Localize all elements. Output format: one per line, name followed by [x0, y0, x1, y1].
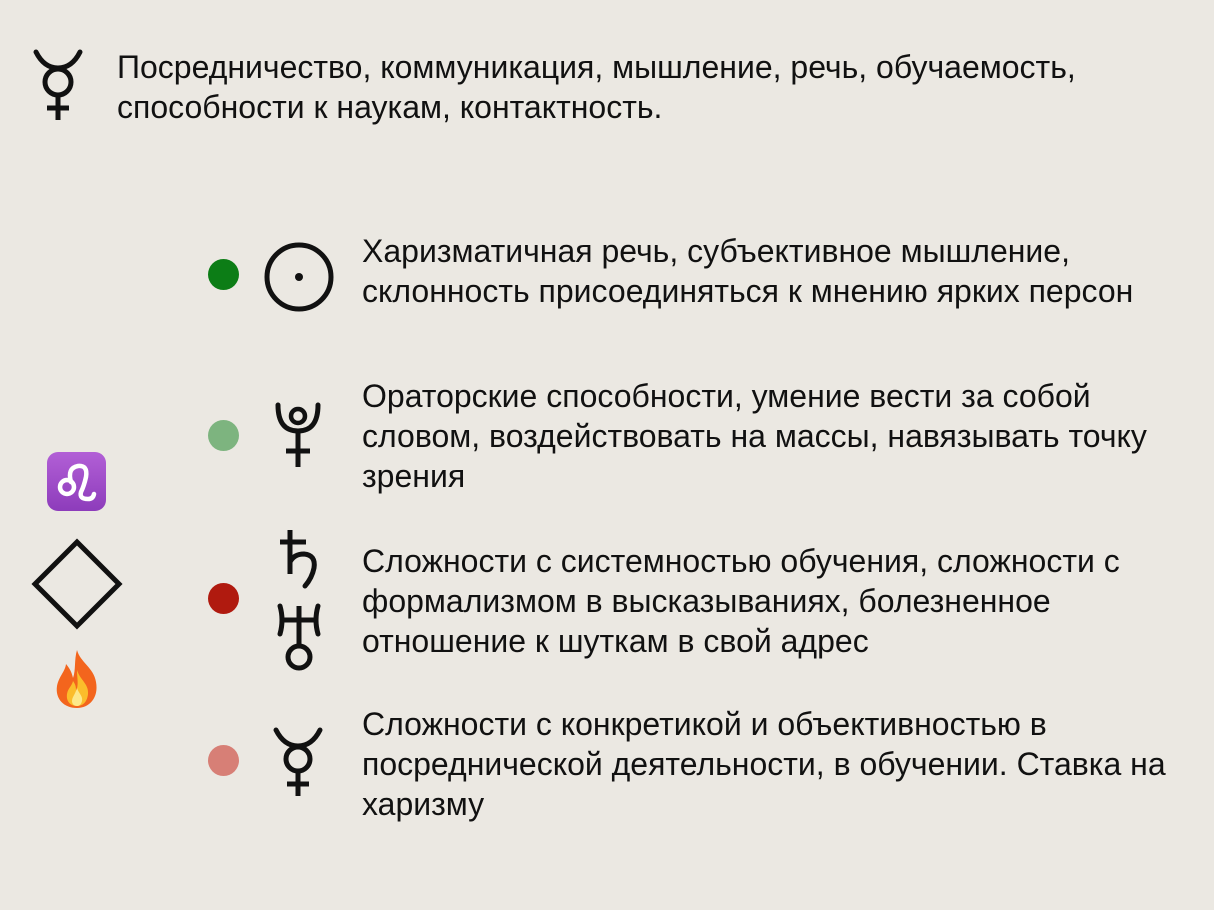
item-text: Сложности с конкретикой и объективностью в посреднической деятельности, в обучении. Ставка на харизму	[362, 706, 1166, 822]
item-text: Ораторские способности, умение вести за собой словом, воздействовать на массы, навязывать точку зрения	[362, 378, 1147, 494]
header-text: Посредничество, коммуникация, мышление, речь, обучаемость, способности к наукам, контактность.	[117, 49, 1076, 125]
square-aspect-icon	[31, 538, 123, 630]
status-dot	[208, 420, 239, 451]
mercury-icon	[270, 726, 326, 803]
uranus-icon	[272, 602, 326, 677]
mercury-icon	[30, 48, 86, 124]
status-dot	[208, 583, 239, 614]
leo-icon	[47, 452, 106, 511]
status-dot	[208, 259, 239, 290]
status-dot	[208, 745, 239, 776]
sun-icon	[262, 240, 336, 319]
item-text: Харизматичная речь, субъективное мышление, склонность присоединяться к мнению ярких персон	[362, 233, 1134, 309]
fire-icon	[50, 648, 104, 710]
saturn-icon	[276, 528, 324, 597]
item-text: Сложности с системностью обучения, сложности с формализмом в высказываниях, болезненное отношение к шуткам в свой адрес	[362, 543, 1120, 659]
pluto-icon	[272, 401, 324, 476]
